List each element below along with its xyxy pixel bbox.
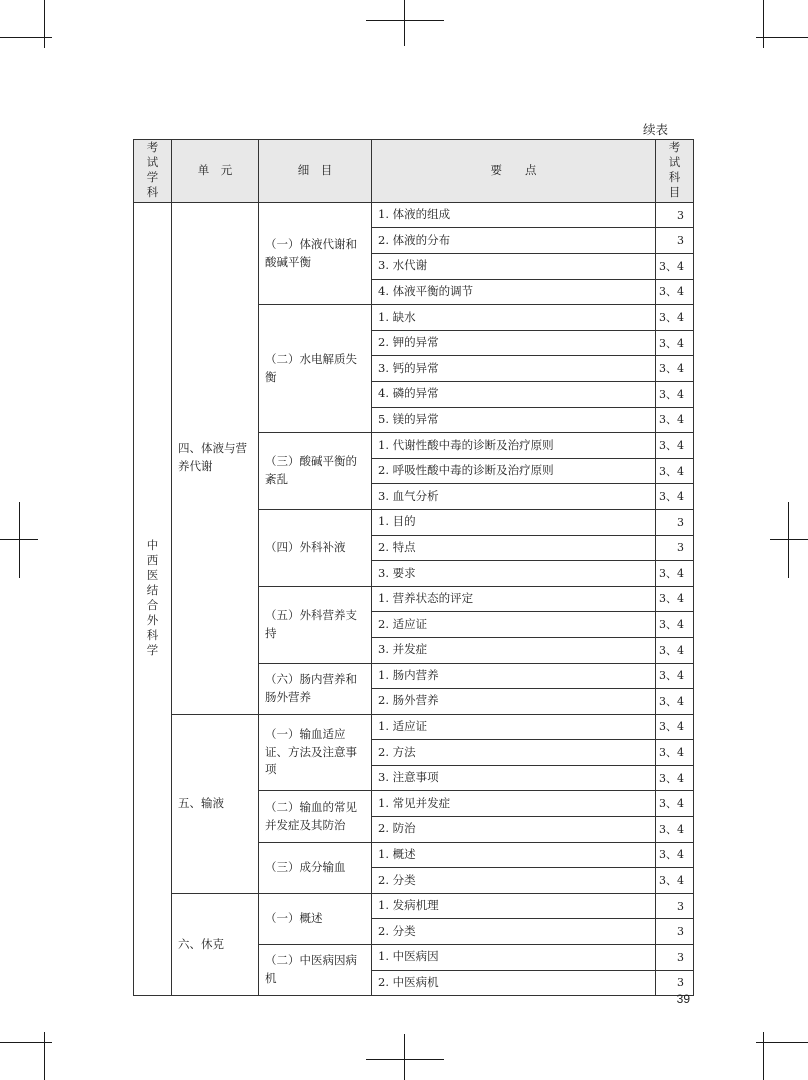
exam-cell: 3、4 <box>656 279 694 305</box>
exam-cell: 3、4 <box>656 817 694 843</box>
exam-cell: 3、4 <box>656 740 694 766</box>
point-cell: 2. 体液的分布 <box>372 228 656 254</box>
detail-cell: （一）概述 <box>259 893 372 944</box>
exam-cell: 3、4 <box>656 663 694 689</box>
point-cell: 2. 防治 <box>372 817 656 843</box>
exam-cell: 3、4 <box>656 254 694 280</box>
exam-cell: 3、4 <box>656 714 694 740</box>
table-body <box>134 202 694 995</box>
subject-cell: 中西医结合外科学 <box>134 202 172 995</box>
point-cell: 1. 目的 <box>372 509 656 535</box>
exam-cell: 3、4 <box>656 689 694 715</box>
point-cell: 2. 适应证 <box>372 612 656 638</box>
exam-cell: 3、4 <box>656 381 694 407</box>
point-cell: 5. 镁的异常 <box>372 407 656 433</box>
point-cell: 1. 中医病因 <box>372 945 656 971</box>
point-cell: 3. 血气分析 <box>372 484 656 510</box>
table-header-row <box>134 140 694 203</box>
continued-label: 续表 <box>642 122 668 137</box>
detail-cell: （四）外科补液 <box>259 509 372 586</box>
point-cell: 3. 水代谢 <box>372 254 656 280</box>
exam-cell: 3、4 <box>656 765 694 791</box>
header-subject: 考试学科 <box>134 140 172 203</box>
page-number: 39 <box>676 992 690 1006</box>
header-point: 要 点 <box>372 140 656 203</box>
point-cell: 1. 发病机理 <box>372 893 656 919</box>
point-cell: 2. 肠外营养 <box>372 689 656 715</box>
point-cell: 4. 磷的异常 <box>372 381 656 407</box>
table-row <box>134 714 694 740</box>
table-row <box>134 893 694 919</box>
point-cell: 2. 分类 <box>372 868 656 894</box>
detail-cell: （六）肠内营养和肠外营养 <box>259 663 372 714</box>
unit-cell: 五、输液 <box>172 714 259 893</box>
exam-cell: 3、4 <box>656 868 694 894</box>
point-cell: 3. 注意事项 <box>372 765 656 791</box>
point-cell: 2. 分类 <box>372 919 656 945</box>
point-cell: 1. 体液的组成 <box>372 202 656 228</box>
point-cell: 1. 适应证 <box>372 714 656 740</box>
point-cell: 1. 缺水 <box>372 305 656 331</box>
unit-cell: 六、休克 <box>172 893 259 995</box>
exam-cell: 3、4 <box>656 561 694 587</box>
exam-cell: 3 <box>656 509 694 535</box>
detail-cell: （一）体液代谢和酸碱平衡 <box>259 202 372 304</box>
point-cell: 2. 呼吸性酸中毒的诊断及治疗原则 <box>372 458 656 484</box>
exam-cell: 3 <box>656 202 694 228</box>
exam-cell: 3、4 <box>656 433 694 459</box>
detail-cell: （一）输血适应证、方法及注意事项 <box>259 714 372 791</box>
detail-cell: （二）中医病因病机 <box>259 945 372 996</box>
unit-cell: 四、体液与营养代谢 <box>172 202 259 714</box>
point-cell: 1. 常见并发症 <box>372 791 656 817</box>
point-cell: 1. 肠内营养 <box>372 663 656 689</box>
point-cell: 1. 代谢性酸中毒的诊断及治疗原则 <box>372 433 656 459</box>
detail-cell: （三）酸碱平衡的紊乱 <box>259 433 372 510</box>
exam-cell: 3、4 <box>656 356 694 382</box>
detail-cell: （三）成分输血 <box>259 842 372 893</box>
point-cell: 1. 营养状态的评定 <box>372 586 656 612</box>
exam-cell: 3、4 <box>656 407 694 433</box>
exam-cell: 3、4 <box>656 791 694 817</box>
detail-cell: （五）外科营养支持 <box>259 586 372 663</box>
header-unit: 单 元 <box>172 140 259 203</box>
exam-cell: 3 <box>656 893 694 919</box>
point-cell: 2. 方法 <box>372 740 656 766</box>
exam-cell: 3 <box>656 919 694 945</box>
header-detail: 细 目 <box>259 140 372 203</box>
detail-cell: （二）水电解质失衡 <box>259 305 372 433</box>
detail-cell: （二）输血的常见并发症及其防治 <box>259 791 372 842</box>
exam-cell: 3、4 <box>656 586 694 612</box>
point-cell: 2. 中医病机 <box>372 970 656 996</box>
exam-cell: 3 <box>656 535 694 561</box>
point-cell: 1. 概述 <box>372 842 656 868</box>
point-cell: 3. 要求 <box>372 561 656 587</box>
exam-cell: 3、4 <box>656 484 694 510</box>
header-exam: 考试科目 <box>656 140 694 203</box>
table-row <box>134 202 694 228</box>
point-cell: 3. 钙的异常 <box>372 356 656 382</box>
exam-cell: 3、4 <box>656 637 694 663</box>
point-cell: 2. 特点 <box>372 535 656 561</box>
syllabus-table <box>133 139 694 996</box>
exam-cell: 3、4 <box>656 305 694 331</box>
exam-cell: 3、4 <box>656 612 694 638</box>
point-cell: 2. 钾的异常 <box>372 330 656 356</box>
exam-cell: 3、4 <box>656 458 694 484</box>
exam-cell: 3 <box>656 970 694 996</box>
exam-cell: 3、4 <box>656 330 694 356</box>
point-cell: 3. 并发症 <box>372 637 656 663</box>
exam-cell: 3、4 <box>656 842 694 868</box>
exam-cell: 3 <box>656 228 694 254</box>
exam-cell: 3 <box>656 945 694 971</box>
point-cell: 4. 体液平衡的调节 <box>372 279 656 305</box>
